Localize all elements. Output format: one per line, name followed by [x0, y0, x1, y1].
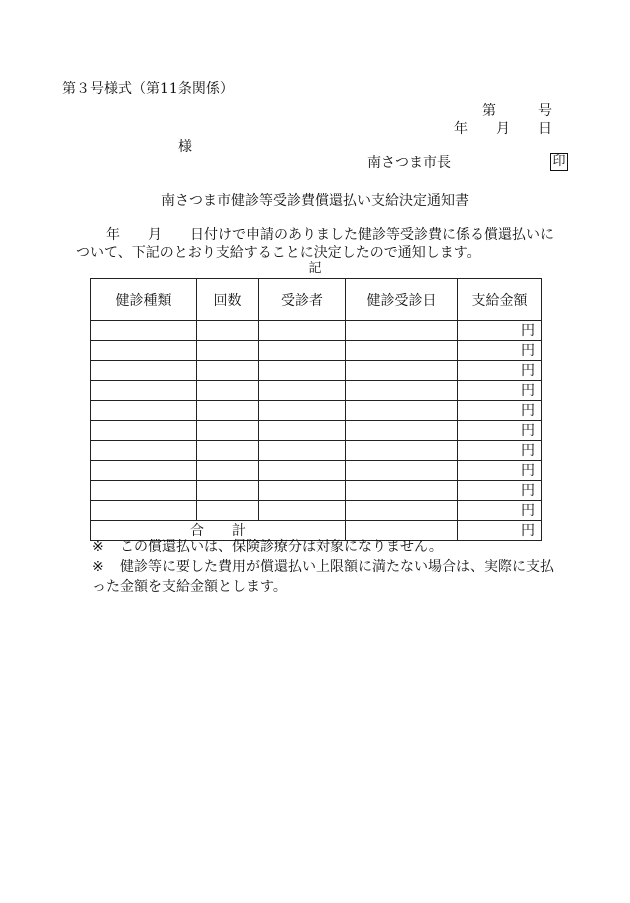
- seal-mark: 印: [550, 153, 568, 171]
- table-cell: [197, 481, 259, 501]
- addressee-suffix: 様: [178, 139, 192, 155]
- intro-line-2: ついて、下記のとおり支給することに決定したので通知します。: [76, 245, 481, 261]
- table-row: [91, 441, 542, 461]
- table-cell: [259, 361, 346, 381]
- table-cell: [346, 501, 458, 521]
- header-examinee: 受診者: [259, 279, 346, 321]
- table-cell: [259, 461, 346, 481]
- ki-heading: 記: [308, 261, 322, 276]
- table-cell: [91, 321, 197, 341]
- header-count: 回数: [197, 279, 259, 321]
- amount-cell: 円: [458, 321, 542, 341]
- table-header-row: [91, 279, 542, 321]
- note-2: [92, 557, 572, 577]
- table-cell: [197, 461, 259, 481]
- header-checkup-type: 健診種類: [91, 279, 197, 321]
- table-cell: [91, 481, 197, 501]
- amount-cell: 円: [458, 361, 542, 381]
- amount-cell: 円: [458, 421, 542, 441]
- table-cell: [91, 421, 197, 441]
- form-label: 第３号様式（第11条関係）: [62, 81, 234, 97]
- amount-cell: 円: [458, 501, 542, 521]
- table-cell: [346, 401, 458, 421]
- table-cell: [346, 321, 458, 341]
- table-cell: [259, 441, 346, 461]
- document-title: 南さつま市健診等受診費償還払い支給決定通知書: [161, 193, 469, 209]
- intro-paragraph: [78, 226, 578, 262]
- table-cell: [197, 441, 259, 461]
- note-1: [92, 537, 572, 557]
- table-row: [91, 401, 542, 421]
- note-text: この償還払いは、保険診療分は対象になりません。: [120, 539, 443, 555]
- table-cell: [197, 501, 259, 521]
- table-cell: [346, 361, 458, 381]
- table-cell: [197, 361, 259, 381]
- table-cell: [259, 341, 346, 361]
- table-cell: [197, 381, 259, 401]
- table-row: [91, 341, 542, 361]
- table-cell: [259, 421, 346, 441]
- table-cell: [259, 401, 346, 421]
- issue-date: 年 月 日: [454, 121, 552, 137]
- header-amount: 支給金額: [458, 279, 542, 321]
- table-row: [91, 461, 542, 481]
- table-cell: [197, 421, 259, 441]
- table-row: [91, 321, 542, 341]
- header-exam-date: 健診受診日: [346, 279, 458, 321]
- table-row: [91, 421, 542, 441]
- table-cell: [91, 341, 197, 361]
- note-mark: ※: [92, 539, 104, 555]
- amount-cell: 円: [458, 461, 542, 481]
- amount-cell: 円: [458, 441, 542, 461]
- intro-line-1: 年 月 日付けで申請のありました健診等受診費に係る償還払いに: [78, 227, 554, 243]
- total-label: 合 計: [91, 521, 346, 541]
- table-cell: [259, 381, 346, 401]
- table-row: [91, 481, 542, 501]
- total-amount: 円: [458, 521, 542, 541]
- table-cell: [346, 441, 458, 461]
- table-cell: [197, 401, 259, 421]
- note-mark: ※: [92, 559, 104, 575]
- table-row: [91, 501, 542, 521]
- payment-table: [90, 278, 542, 541]
- note-2-continuation: った金額を支給金額とします。: [92, 579, 287, 595]
- table-row: [91, 381, 542, 401]
- table-cell: [91, 441, 197, 461]
- table-cell: [197, 321, 259, 341]
- table-row: [91, 361, 542, 381]
- table-cell: [197, 341, 259, 361]
- amount-cell: 円: [458, 401, 542, 421]
- table-cell: [346, 461, 458, 481]
- amount-cell: 円: [458, 381, 542, 401]
- table-cell: [259, 321, 346, 341]
- table-cell: [91, 381, 197, 401]
- amount-cell: 円: [458, 341, 542, 361]
- table-cell: [91, 501, 197, 521]
- table-cell: [91, 401, 197, 421]
- table-cell: [259, 501, 346, 521]
- document-number: 第 号: [482, 103, 552, 119]
- table-cell: [346, 381, 458, 401]
- notes: [92, 537, 572, 597]
- table-cell: [91, 361, 197, 381]
- issuer-name: 南さつま市長: [367, 155, 451, 171]
- table-cell: [346, 481, 458, 501]
- note-text: 健診等に要した費用が償還払い上限額に満たない場合は、実際に支払: [120, 559, 554, 575]
- amount-cell: 円: [458, 481, 542, 501]
- table-cell: [346, 421, 458, 441]
- table-cell: [259, 481, 346, 501]
- table-cell: [346, 341, 458, 361]
- table-cell: [91, 461, 197, 481]
